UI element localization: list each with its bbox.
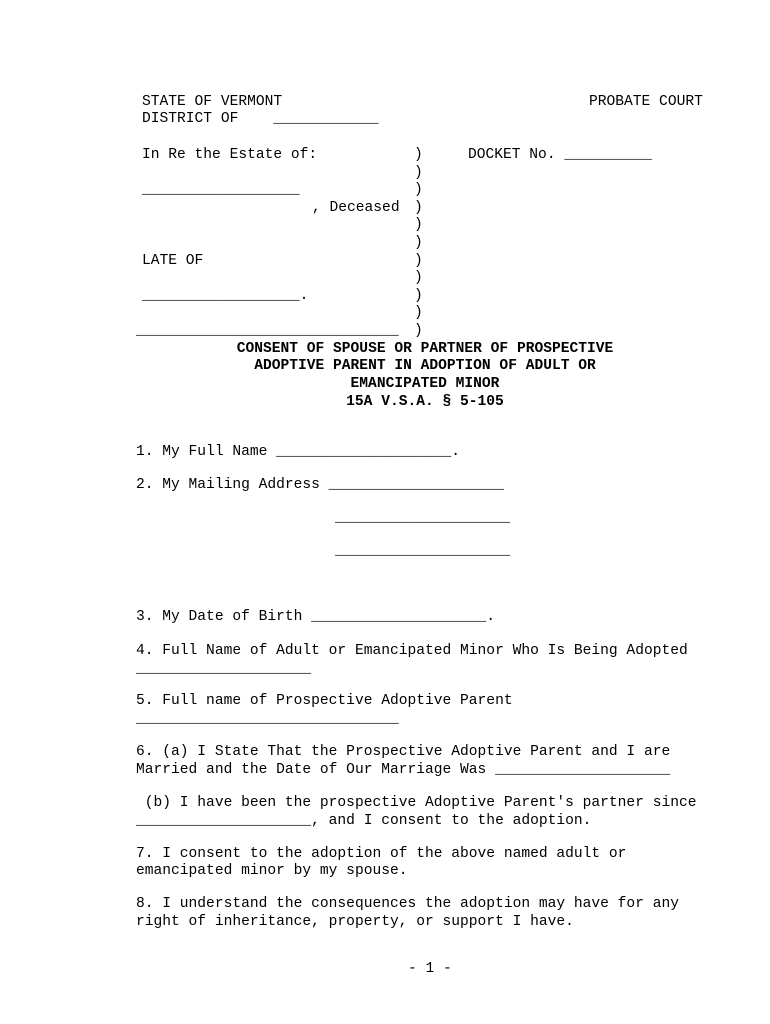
item-6a-line-2: Married and the Date of Our Marriage Was ____________________ [136, 762, 671, 778]
item-7-line-2: emancipated minor by my spouse. [136, 863, 408, 879]
item-8-line-1: 8. I understand the consequences the adoption may have for any [136, 896, 679, 912]
address-blank-2: ____________________ [335, 510, 511, 526]
caption-divider: ______________________________ [136, 323, 399, 339]
paren: ) [414, 182, 423, 198]
statute-citation: 15A V.S.A. § 5-105 [346, 394, 504, 410]
page-number: - 1 - [408, 961, 452, 977]
paren: ) [414, 235, 423, 251]
in-re-label: In Re the Estate of: [142, 147, 318, 163]
paren: ) [414, 217, 423, 233]
paren: ) [414, 200, 423, 216]
address-blank-3: ____________________ [335, 543, 511, 559]
late-of-label: LATE OF [142, 253, 204, 269]
form-title-line-1: CONSENT OF SPOUSE OR PARTNER OF PROSPECTIVE [236, 341, 614, 357]
paren: ) [414, 270, 423, 286]
item-5-adoptive-parent: 5. Full name of Prospective Adoptive Parent [136, 693, 513, 709]
item-7-line-1: 7. I consent to the adoption of the above named adult or [136, 846, 627, 862]
paren: ) [414, 323, 423, 339]
paren: ) [414, 288, 423, 304]
paren: ) [414, 253, 423, 269]
state-label: STATE OF VERMONT [142, 94, 283, 110]
item-6b-line-1: (b) I have been the prospective Adoptive Parent's partner since [136, 795, 697, 811]
item-5-blank: ______________________________ [136, 711, 399, 727]
item-6a-line-1: 6. (a) I State That the Prospective Adoptive Parent and I are [136, 744, 671, 760]
late-of-blank: __________________. [142, 288, 309, 304]
district-label: DISTRICT OF ____________ [142, 111, 379, 127]
item-3-date-of-birth: 3. My Date of Birth ____________________. [136, 609, 496, 625]
decedent-name-blank: __________________ [142, 182, 300, 198]
paren: ) [414, 147, 423, 163]
form-title-line-3: EMANCIPATED MINOR [350, 376, 500, 392]
paren: ) [414, 305, 423, 321]
form-title-line-2: ADOPTIVE PARENT IN ADOPTION OF ADULT OR [254, 358, 596, 374]
item-4-adoptee-name: 4. Full Name of Adult or Emancipated Minor Who Is Being Adopted [136, 643, 688, 659]
paren: ) [414, 165, 423, 181]
item-8-line-2: right of inheritance, property, or support I have. [136, 914, 574, 930]
court-label: PROBATE COURT [589, 94, 703, 110]
item-2-mailing-address: 2. My Mailing Address ____________________ [136, 477, 504, 493]
deceased-label: , Deceased [312, 200, 400, 216]
item-1-full-name: 1. My Full Name ____________________. [136, 444, 461, 460]
item-4-blank: ____________________ [136, 661, 312, 677]
item-6b-line-2: ____________________, and I consent to the adoption. [136, 813, 592, 829]
docket-field: DOCKET No. __________ [468, 147, 652, 163]
